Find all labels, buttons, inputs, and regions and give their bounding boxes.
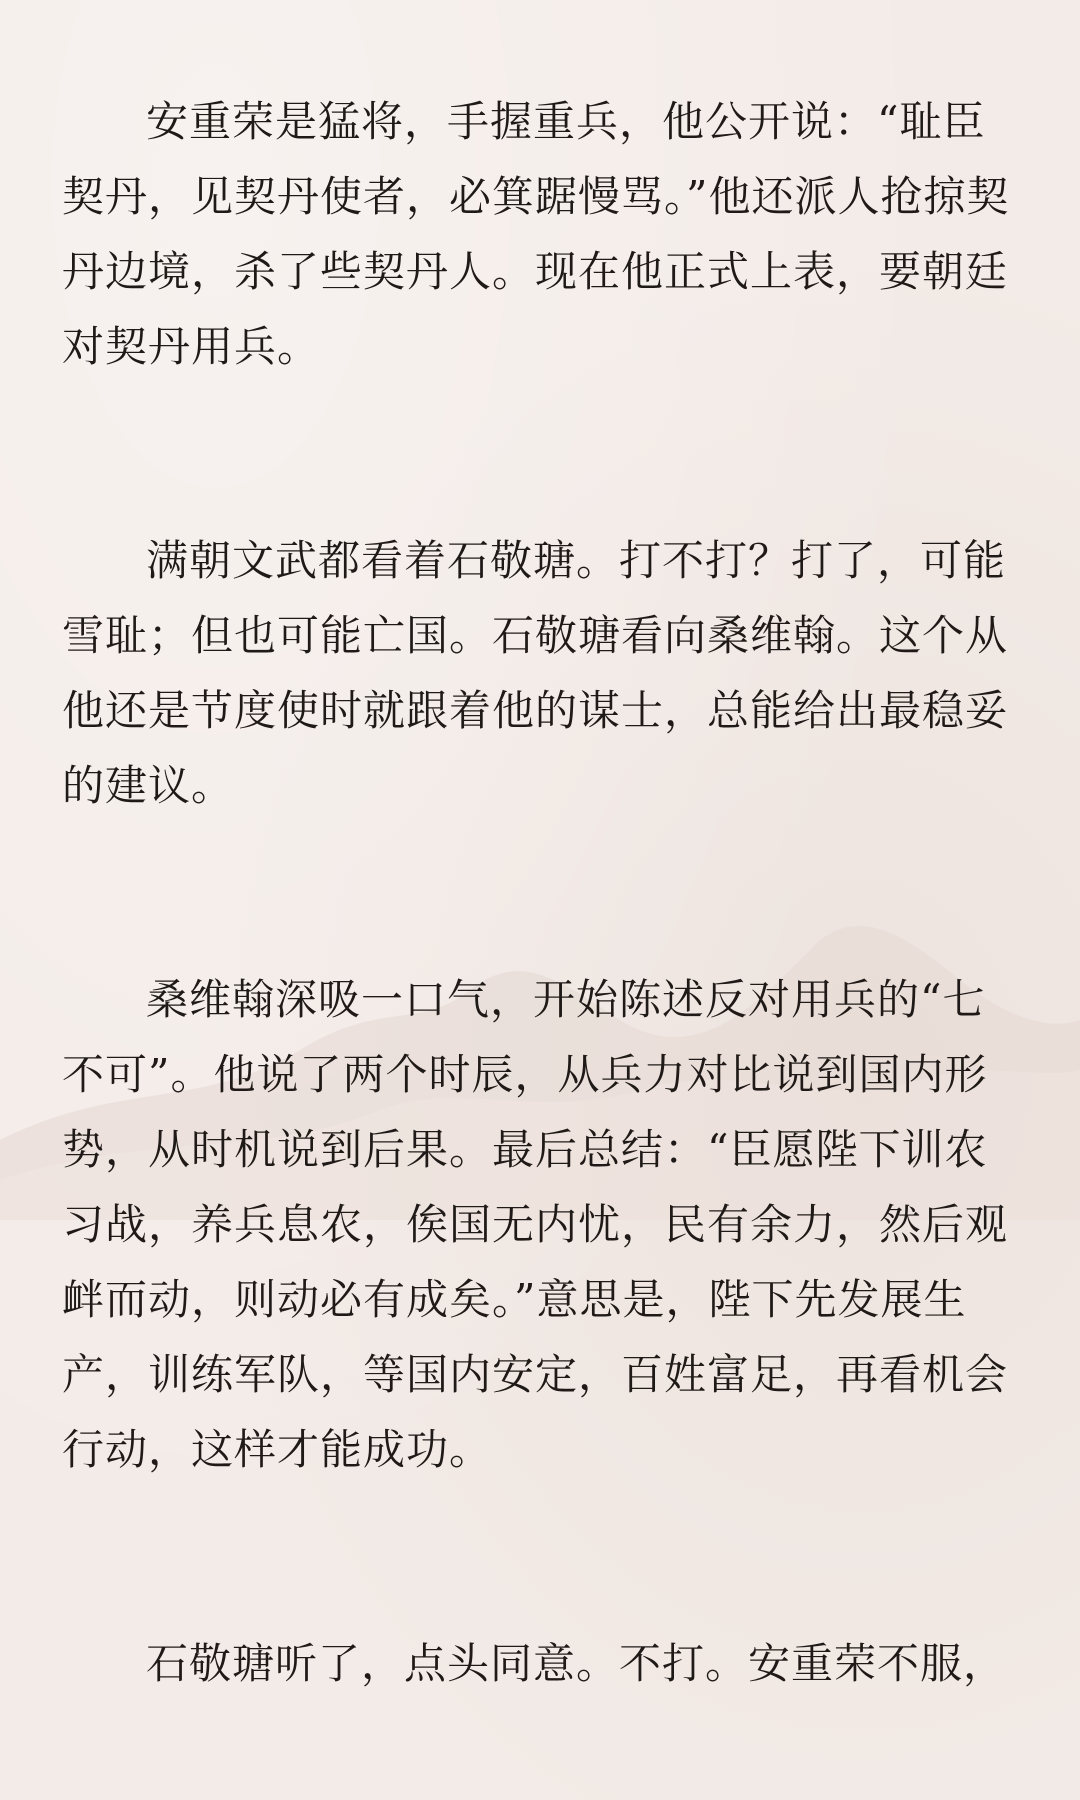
- paragraph-3: 桑维翰深吸一口气，开始陈述反对用兵的“七不可”。他说了两个时辰，从兵力对比说到国内形势，从时机说到后果。最后总结：“臣愿陛下训农习战，养兵息农，俟国无内忧，民有余力，然后观衅而动，则动必有成矣。”意思是，陛下先发展生产，训练军队，等国内安定，百姓富足，再看机会行动，这样才能成功。: [62, 975, 1009, 1474]
- paragraph-1: 安重荣是猛将，手握重兵，他公开说：“耻臣契丹，见契丹使者，必箕踞慢骂。”他还派人抢掠契丹边境，杀了些契丹人。现在他正式上表，要朝廷对契丹用兵。: [62, 97, 1010, 371]
- paragraph-4: 石敬瑭听了，点头同意。不打。安重荣不服，: [146, 1639, 1007, 1688]
- paragraph-2: 满朝文武都看着石敬瑭。打不打？打了，可能雪耻；但也可能亡国。石敬瑭看向桑维翰。这个从他还是节度使时就跟着他的谋士，总能给出最稳妥的建议。: [62, 536, 1009, 810]
